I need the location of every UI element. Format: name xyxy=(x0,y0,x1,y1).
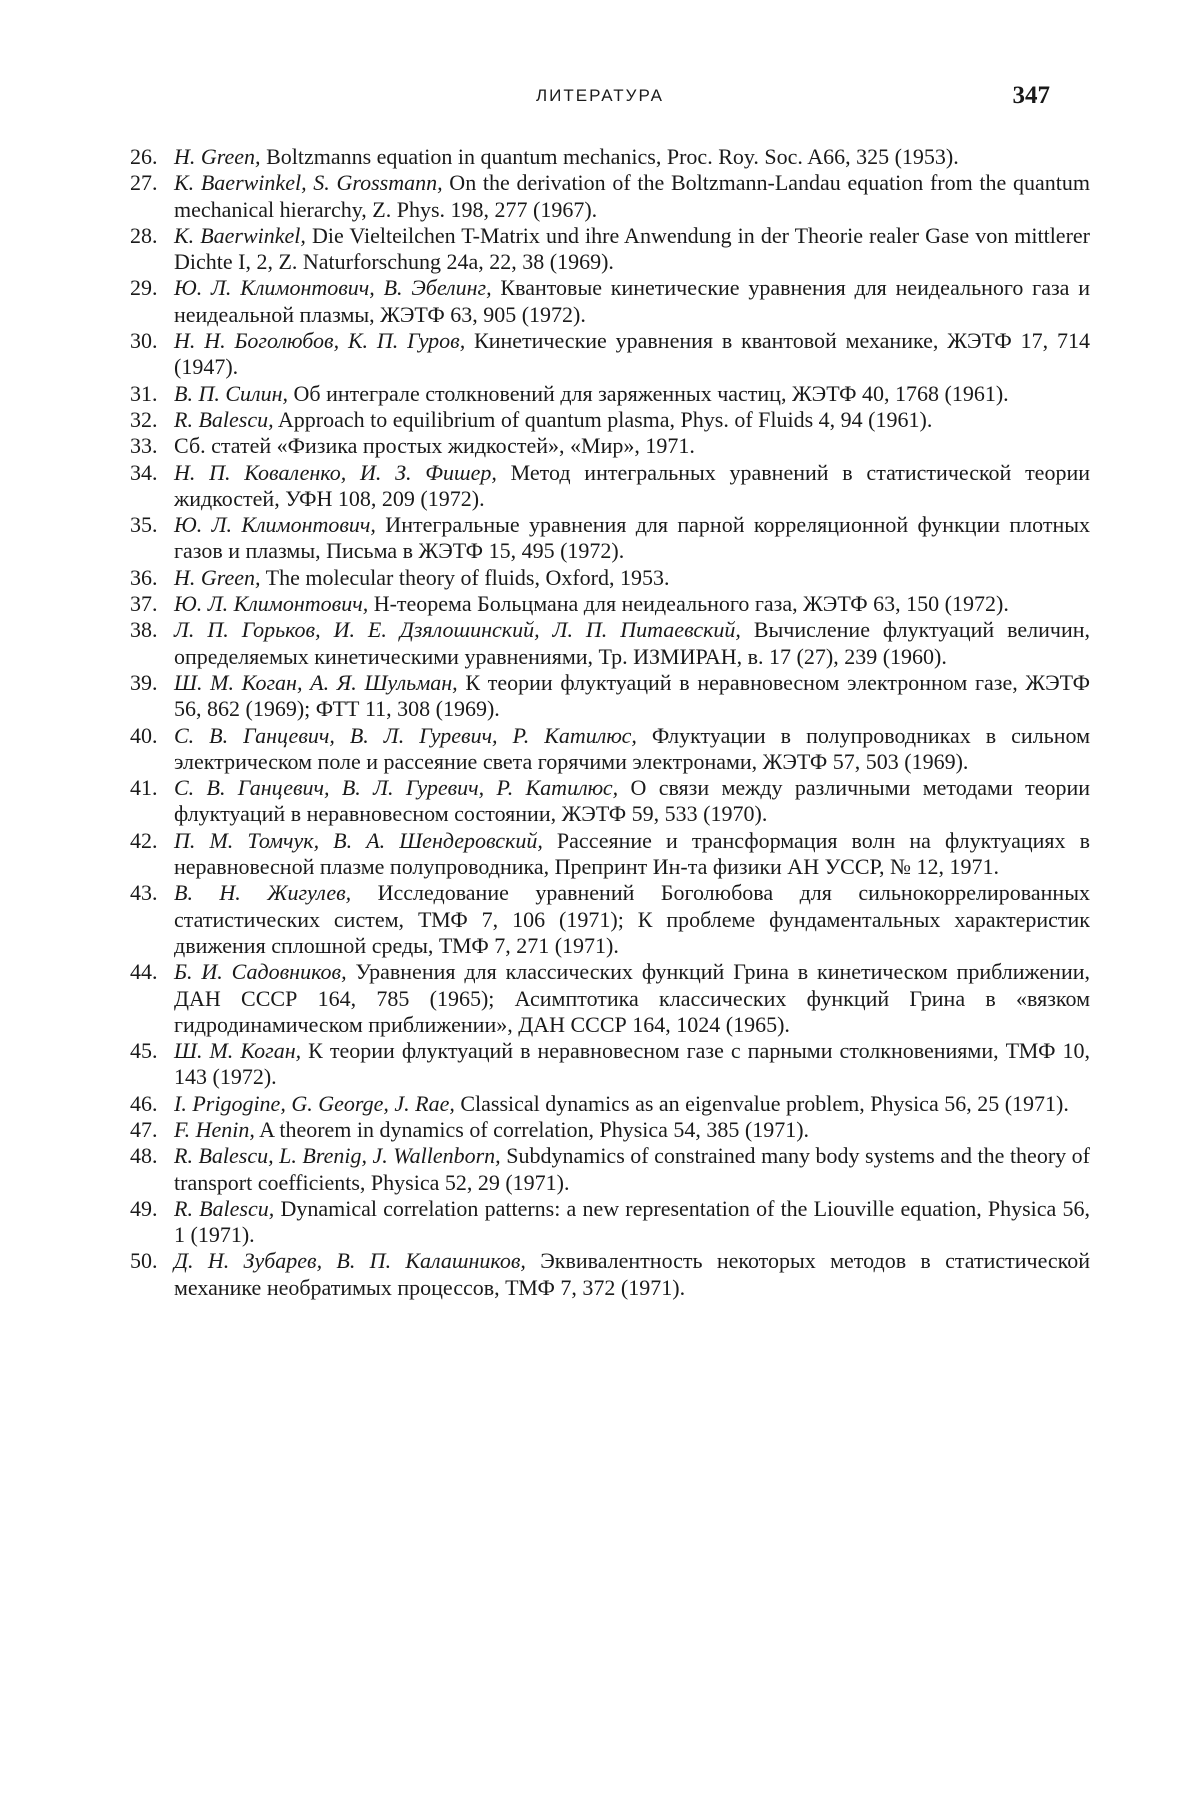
reference-authors: R. Balescu, L. Brenig, J. Wallenborn, xyxy=(174,1143,501,1169)
reference-text: A theorem in dynamics of correlation, Physica 54, 385 (1971). xyxy=(254,1116,810,1142)
reference-authors: H. Green, xyxy=(174,144,261,169)
reference-number: 35. xyxy=(130,512,158,538)
reference-authors: С. В. Ганцевич, В. Л. Гуревич, Р. Катилюс, xyxy=(174,775,619,801)
reference-authors: Ю. Л. Климонтович, В. Эбелинг, xyxy=(174,275,492,301)
reference-number: 45. xyxy=(130,1038,158,1064)
reference-authors: F. Henin, xyxy=(174,1116,255,1142)
reference-number: 39. xyxy=(130,669,158,695)
reference-item xyxy=(130,828,1090,881)
reference-number: 27. xyxy=(130,170,158,196)
reference-text: Subdynamics of constrained many body systems and the theory of transport coefficients, Physica 52, 29 (1971). xyxy=(174,1143,1090,1195)
reference-authors: Ю. Л. Климонтович, xyxy=(174,591,369,617)
reference-item xyxy=(130,591,1090,617)
reference-text: Кинетические уравнения в квантовой механике, ЖЭТФ 17, 714 (1947). xyxy=(174,328,1090,380)
reference-item xyxy=(130,670,1090,723)
reference-number: 30. xyxy=(130,328,158,354)
reference-item xyxy=(130,407,1090,433)
reference-number: 37. xyxy=(130,591,158,617)
reference-item xyxy=(130,565,1090,591)
reference-item xyxy=(130,170,1090,223)
reference-item xyxy=(130,1248,1090,1301)
reference-number: 28. xyxy=(130,222,158,248)
reference-number: 38. xyxy=(130,617,158,643)
reference-item xyxy=(130,460,1090,513)
reference-authors: В. Н. Жигулев, xyxy=(174,880,352,906)
reference-number: 43. xyxy=(130,880,158,906)
reference-text: Метод интегральных уравнений в статистической теории жидкостей, УФН 108, 209 (1972). xyxy=(174,459,1090,511)
reference-item xyxy=(130,1143,1090,1196)
reference-authors: Ш. М. Коган, А. Я. Шульман, xyxy=(174,669,458,695)
reference-item xyxy=(130,880,1090,959)
reference-text: The molecular theory of fluids, Oxford, 1953. xyxy=(260,564,670,590)
reference-number: 41. xyxy=(130,775,158,801)
reference-item xyxy=(130,1091,1090,1117)
reference-number: 32. xyxy=(130,406,158,432)
reference-text: Dynamical correlation patterns: a new representation of the Liouville equation, Physica 56, 1 (1971). xyxy=(174,1195,1090,1248)
reference-text: Classical dynamics as an eigenvalue problem, Physica 56, 25 (1971). xyxy=(454,1090,1069,1116)
running-head xyxy=(0,82,1200,116)
reference-text: Boltzmanns equation in quantum mechanics, Proc. Roy. Soc. A66, 325 (1953). xyxy=(260,144,959,169)
reference-authors: Н. Н. Боголюбов, К. П. Гуров, xyxy=(174,328,466,354)
reference-item xyxy=(130,381,1090,407)
reference-number: 50. xyxy=(130,1248,158,1274)
reference-item xyxy=(130,775,1090,828)
reference-number: 34. xyxy=(130,459,158,485)
reference-number: 47. xyxy=(130,1116,158,1142)
reference-item xyxy=(130,959,1090,1038)
reference-item xyxy=(130,275,1090,328)
reference-authors: Н. П. Коваленко, И. З. Фишер, xyxy=(174,459,497,485)
reference-number: 33. xyxy=(130,433,158,459)
reference-text: Die Vielteilchen T-Matrix und ihre Anwendung in der Theorie realer Gase von mittlerer Dichte I, 2, Z. Naturforschung 24a, 22, 38 (1969). xyxy=(174,222,1090,275)
reference-authors: Б. И. Садовников, xyxy=(174,959,347,985)
reference-authors: K. Baerwinkel, xyxy=(174,222,306,248)
reference-authors: Ю. Л. Климонтович, xyxy=(174,512,376,538)
reference-number: 48. xyxy=(130,1143,158,1169)
reference-item xyxy=(130,223,1090,276)
reference-authors: H. Green, xyxy=(174,564,261,590)
reference-text: Approach to equilibrium of quantum plasma, Phys. of Fluids 4, 94 (1961). xyxy=(273,406,933,432)
reference-number: 29. xyxy=(130,275,158,301)
reference-item xyxy=(130,1196,1090,1249)
reference-number: 40. xyxy=(130,722,158,748)
reference-number: 46. xyxy=(130,1090,158,1116)
reference-text: On the derivation of the Boltzmann-Landau equation from the quantum mechanical hierarchy, Z. Phys. 198, 277 (1967). xyxy=(174,170,1090,222)
reference-text: Н-теорема Больцмана для неидеального газа, ЖЭТФ 63, 150 (1972). xyxy=(368,591,1009,617)
reference-item xyxy=(130,512,1090,565)
page-number: 347 xyxy=(1012,82,1050,109)
reference-text: Интегральные уравнения для парной корреляционной функции плотных газов и плазмы, Письма в ЖЭТФ 15, 495 (1972). xyxy=(174,512,1090,564)
reference-text: Эквивалентность некоторых методов в статистической механике необратимых процессов, ТМФ 7, 372 (1971). xyxy=(174,1248,1090,1300)
reference-text: Рассеяние и трансформация волн на флуктуациях в неравновесной плазме полупроводника, Препринт Ин-та физики АН УССР, № 12, 1971. xyxy=(174,827,1090,880)
reference-item xyxy=(130,723,1090,776)
reference-authors: П. М. Томчук, В. А. Шендеровский, xyxy=(174,827,543,853)
reference-text: Квантовые кинетические уравнения для неидеального газа и неидеальной плазмы, ЖЭТФ 63, 905 (1972). xyxy=(174,275,1090,327)
reference-authors: K. Baerwinkel, S. Grossmann, xyxy=(174,170,443,196)
reference-text: Флуктуации в полупроводниках в сильном электрическом поле и рассеяние света горячими электронами, ЖЭТФ 57, 503 (1969). xyxy=(174,722,1090,774)
reference-number: 49. xyxy=(130,1195,158,1221)
reference-authors: В. П. Силин, xyxy=(174,380,289,406)
reference-text: Сб. статей «Физика простых жидкостей», «Мир», 1971. xyxy=(174,433,695,459)
reference-item xyxy=(130,433,1090,459)
reference-item xyxy=(130,617,1090,670)
reference-text: К теории флуктуаций в неравновесном электронном газе, ЖЭТФ 56, 862 (1969); ФТТ 11, 308 (1969). xyxy=(174,669,1091,722)
reference-number: 44. xyxy=(130,959,158,985)
reference-number: 26. xyxy=(130,144,158,169)
reference-item xyxy=(130,144,1090,170)
reference-number: 42. xyxy=(130,827,158,853)
section-title: ЛИТЕРАТУРА xyxy=(535,86,665,105)
reference-authors: I. Prigogine, G. George, J. Rae, xyxy=(174,1090,455,1116)
reference-list xyxy=(130,144,1090,1301)
reference-number: 36. xyxy=(130,564,158,590)
reference-item xyxy=(130,1038,1090,1091)
reference-number: 31. xyxy=(130,380,158,406)
reference-authors: Л. П. Горьков, И. Е. Дзялошинский, Л. П. Питаевский, xyxy=(174,617,741,643)
reference-item xyxy=(130,1117,1090,1143)
reference-item xyxy=(130,328,1090,381)
reference-authors: Ш. М. Коган, xyxy=(174,1038,302,1064)
reference-text: Вычисление флуктуаций величин, определяемых кинетическими уравнениями, Тр. ИЗМИРАН, в. 17 (27), 239 (1960). xyxy=(174,617,1090,669)
reference-authors: Д. Н. Зубарев, В. П. Калашников, xyxy=(174,1248,526,1274)
reference-text: Уравнения для классических функций Грина в кинетическом приближении, ДАН СССР 164, 785 (1965); Асимптотика классических функций Грина в «вязком гидродинамическом приближении», ДАН СССР 164, 1024 (1965). xyxy=(174,959,1090,1037)
reference-text: Исследование уравнений Боголюбова для сильнокоррелированных статистических систем, ТМФ 7, 106 (1971); К проблеме фундаментальных характеристик движения сплошной среды, ТМФ 7, 271 (1971). xyxy=(174,880,1090,958)
reference-text: Об интеграле столкновений для заряженных частиц, ЖЭТФ 40, 1768 (1961). xyxy=(288,380,1009,406)
reference-text: К теории флуктуаций в неравновесном газе с парными столкновениями, ТМФ 10, 143 (1972). xyxy=(174,1038,1090,1090)
reference-authors: R. Balescu, xyxy=(174,406,274,432)
reference-authors: С. В. Ганцевич, В. Л. Гуревич, Р. Катилюс, xyxy=(174,722,637,748)
reference-text: О связи между различными методами теории флуктуаций в неравновесном состоянии, ЖЭТФ 59, 533 (1970). xyxy=(174,775,1091,827)
reference-authors: R. Balescu, xyxy=(174,1195,275,1221)
